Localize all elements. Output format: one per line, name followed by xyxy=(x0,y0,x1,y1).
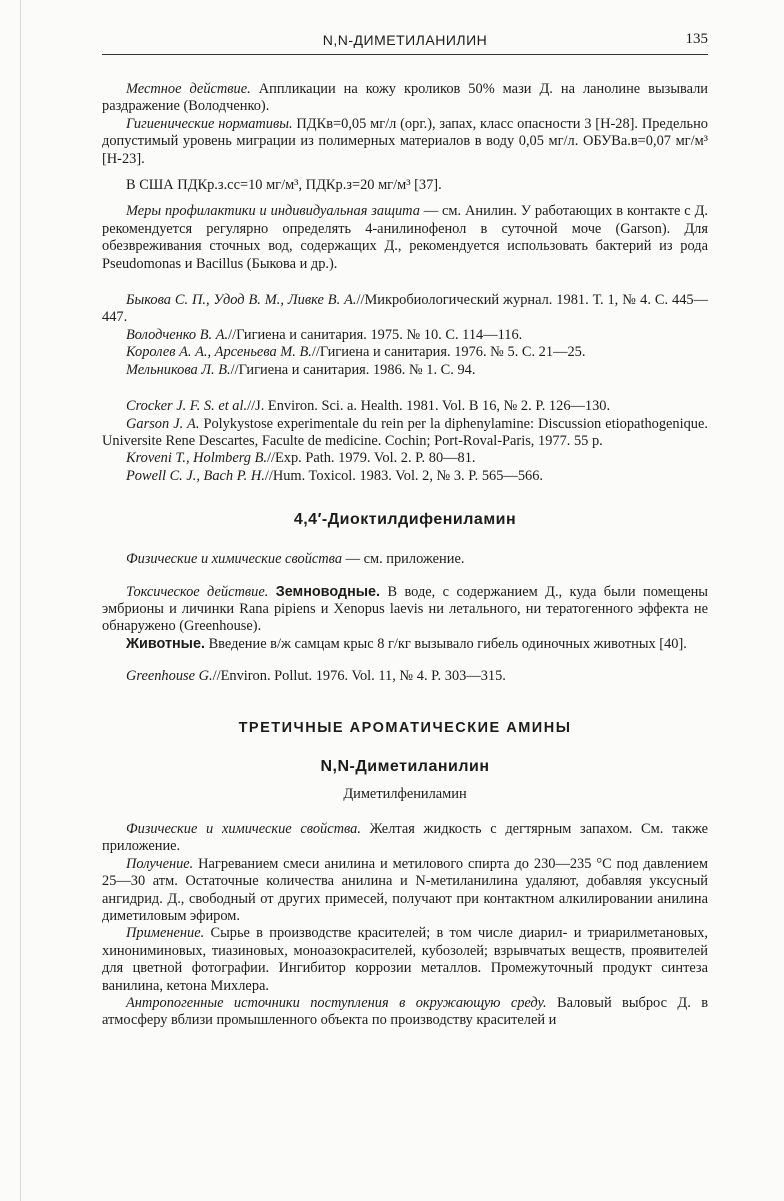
reference-item xyxy=(102,362,708,379)
hygiene-norms-label: Гигиенические нормативы. xyxy=(126,115,293,132)
application-text: Сырье в производстве красителей; в том числе диарил- и триарилметановых, хинониминовых, тиазиновых, моноазокрасителей, кубозолей; взрывчатых веществ, проявителей для цветной фотографии. Ингибитор коррозии металлов. Промежуточный продукт синтеза ванилина, кетона Михлера. xyxy=(102,925,708,994)
page-number: 135 xyxy=(685,31,708,47)
hygiene-norms-text: ПДКв=0,05 мг/л (орг.), запах, класс опасности 3 [Н-28]. Предельно допустимый уровень миграции из полимерных материалов в воду 0,05 мг/л. ОБУВа.в=0,07 мг/м³ [Н-23]. xyxy=(102,115,708,167)
reference-item xyxy=(102,344,708,361)
reference-authors: Powell C. J., Bach P. H. xyxy=(126,467,265,484)
sources-paragraph xyxy=(102,995,708,1030)
physchem-label: Физические и химические свойства. xyxy=(126,820,361,837)
toxic-action-label: Токсическое действие. xyxy=(126,583,269,600)
section-title-dimethylaniline: N,N-Диметиланилин xyxy=(320,757,490,775)
prevention-label: Меры профилактики и индивидуальная защита xyxy=(126,203,420,220)
reference-source: //Hum. Toxicol. 1983. Vol. 2, № 3. P. 565—566. xyxy=(264,467,544,484)
references-foreign xyxy=(102,398,708,485)
reference-authors: Kroveni T., Holmberg B. xyxy=(126,450,267,467)
reference-item xyxy=(102,292,708,327)
document-page xyxy=(102,30,708,1030)
section-title-dioctyldiphenylamine: 4,4′-Диоктилдифениламин xyxy=(293,511,517,529)
sources-label: Антропогенные источники поступления в окружающую среду. xyxy=(126,995,547,1012)
reference-source: //Микробиологический журнал. 1981. Т. 1, № 4. С. 445—447. xyxy=(102,292,708,326)
reference-authors: Crocker J. F. S. et al. xyxy=(126,398,248,415)
reference-source: //J. Environ. Sci. a. Health. 1981. Vol. B 16, № 2. P. 126—130. xyxy=(247,398,611,415)
reference-item xyxy=(102,327,708,344)
application-paragraph xyxy=(102,925,708,995)
physchem-text: — см. приложение. xyxy=(342,551,465,568)
physchem-label: Физические и химические свойства xyxy=(126,551,343,568)
running-head xyxy=(102,30,708,55)
reference-source: Polykystose experimentale du rein per la diphenylamine: Discussion etiopathogenique. Universite Rene Descartes, Faculte de medicine. Cochin; Port-Roval-Paris, 1977. 55 p. xyxy=(102,415,708,449)
animals-paragraph xyxy=(102,636,708,653)
preparation-paragraph xyxy=(102,856,708,926)
application-label: Применение. xyxy=(126,925,205,942)
page-edge-rule xyxy=(20,0,21,1201)
reference-source: //Exp. Path. 1979. Vol. 2. P. 80—81. xyxy=(266,450,476,467)
toxic-action-text: В воде, с содержанием Д., куда были помещены эмбрионы и личинки Rana pipiens и Xenopus laevis ни летального, ни тератогенного эффекта не обнаружено (Greenhouse). xyxy=(102,583,708,635)
sources-text: Валовый выброс Д. в атмосферу вблизи промышленного объекта по производству красителей и xyxy=(102,995,708,1029)
animals-text: Введение в/ж самцам крыс 8 г/кг вызывало гибель одиночных животных [40]. xyxy=(204,635,687,652)
prevention-paragraph xyxy=(102,203,708,273)
physchem-text: Желтая жидкость с дегтярным запахом. См. также приложение. xyxy=(102,820,708,855)
physchem-paragraph xyxy=(102,821,708,856)
reference-item xyxy=(102,416,708,451)
reference-item xyxy=(102,468,708,485)
local-action-text: Аппликации на кожу кроликов 50% мази Д. на ланолине вызывали раздражение (Володченко). xyxy=(102,81,709,115)
reference-source: //Гигиена и санитария. 1976. № 5. С. 21—25. xyxy=(311,344,586,361)
amphibians-label: Земноводные. xyxy=(275,583,381,600)
reference-source: //Environ. Pollut. 1976. Vol. 11, № 4. P. 303—315. xyxy=(212,668,506,685)
reference-authors: Володченко В. А. xyxy=(126,326,229,343)
reference-item xyxy=(102,398,708,415)
references-russian xyxy=(102,292,708,379)
toxic-action-paragraph xyxy=(102,584,708,636)
physchem-paragraph xyxy=(102,551,708,568)
local-action-paragraph xyxy=(102,81,708,116)
hygiene-norms-paragraph xyxy=(102,116,708,168)
reference-authors: Королев А. А., Арсеньева М. В. xyxy=(126,344,312,361)
reference-item xyxy=(102,450,708,467)
preparation-label: Получение. xyxy=(126,855,194,872)
running-head-title: N,N-ДИМЕТИЛАНИЛИН xyxy=(322,32,488,48)
reference-item xyxy=(102,668,708,685)
local-action-label: Местное действие. xyxy=(126,81,251,97)
reference-authors: Быкова С. П., Удод В. М., Ливке В. А. xyxy=(126,292,357,309)
animals-label: Животные. xyxy=(126,635,205,652)
reference-source: //Гигиена и санитария. 1975. № 10. С. 114—116. xyxy=(228,326,523,343)
reference-authors: Мельникова Л. В. xyxy=(126,361,231,378)
reference-source: //Гигиена и санитария. 1986. № 1. С. 94. xyxy=(230,361,476,378)
usa-norms-paragraph: В США ПДКр.з.сс=10 мг/м³, ПДКр.з=20 мг/м³ [37]. xyxy=(126,177,442,194)
section-heading-tertiary-amines: ТРЕТИЧНЫЕ АРОМАТИЧЕСКИЕ АМИНЫ xyxy=(238,719,572,736)
preparation-text: Нагреванием смеси анилина и метилового спирта до 230—235 °C под давлением 25—30 атм. Остаточные количества анилина и N-метиланилина удаляют, добавляя уксусный ангидрид. Д., свободный от других примесей, получают при контактном алкилировании анилина диметиловым эфиром. xyxy=(102,855,708,924)
reference-authors: Garson J. A. xyxy=(126,415,200,432)
reference-authors: Greenhouse G. xyxy=(126,668,213,685)
synonym: Диметилфениламин xyxy=(343,785,467,802)
prevention-text: — см. Анилин. У работающих в контакте с Д. рекомендуется регулярно определять 4-анилинофенол в суточной моче (Garson). Для обезвреживания сточных вод, содержащих Д., рекомендуется использовать бактерий из рода Pseudomonas и Bacillus (Быкова и др.). xyxy=(102,203,708,272)
